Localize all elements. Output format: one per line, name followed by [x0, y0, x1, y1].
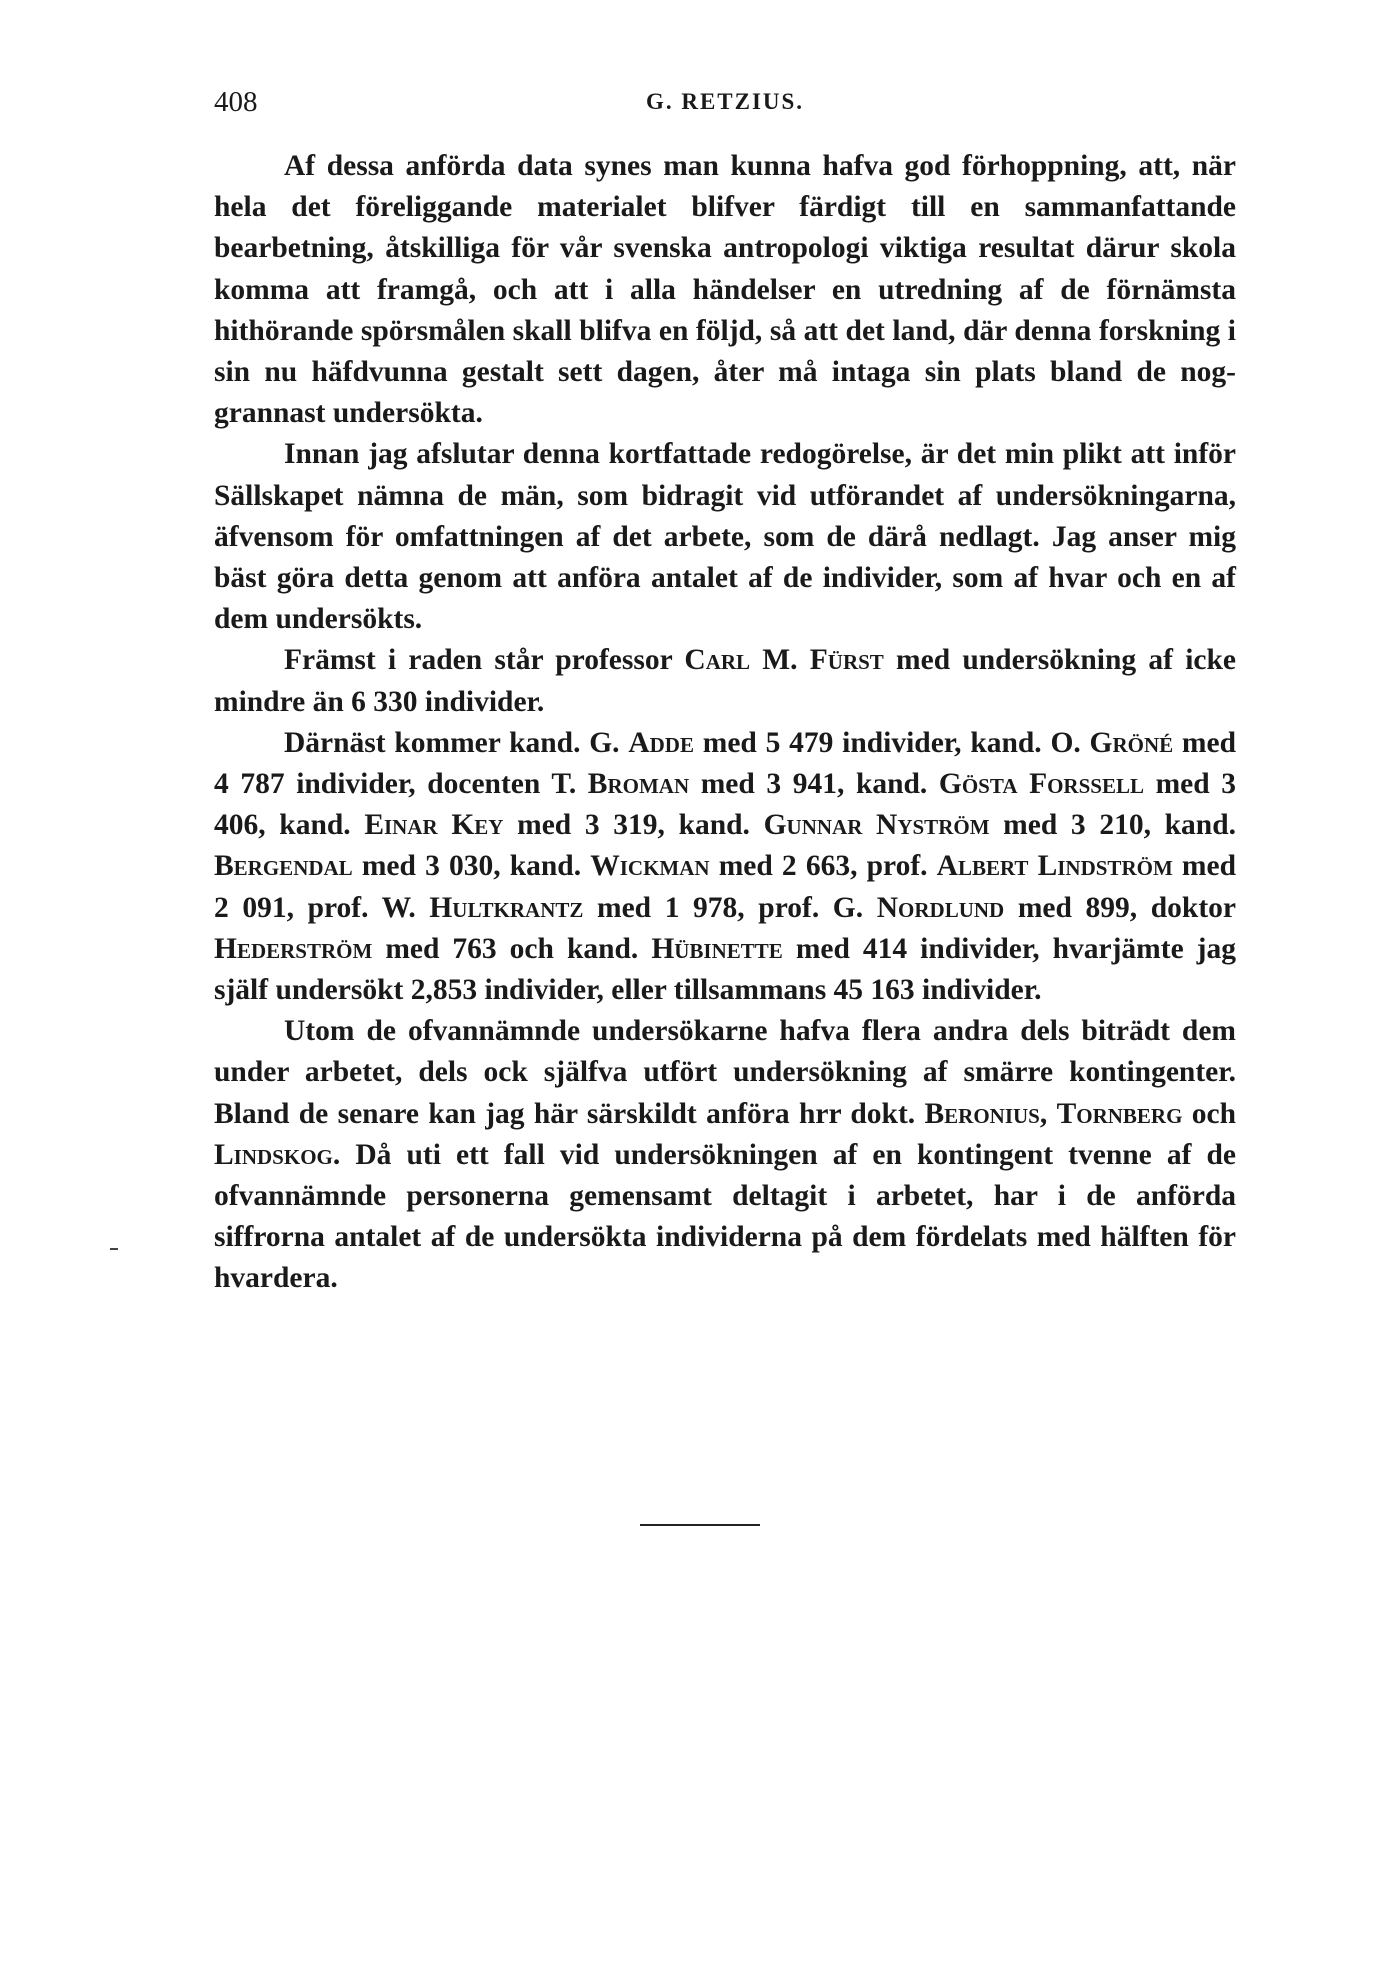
margin-mark	[110, 1248, 118, 1250]
text-run: med 1 978, prof. G.	[583, 891, 877, 924]
text-run: med undersökning af icke mindre än 6 330 individer.	[214, 644, 1237, 718]
text-run: med 4 787 individer, docenten T.	[214, 726, 1237, 801]
text-run: med 2 091, prof. W.	[214, 850, 1236, 924]
text-run: Utom de ofvannämnde undersökarne hafva flera andra dels biträdt dem under arbetet, dels ock själfva utfört undersökning af smärre kontingenter. Bland de senare kan jag här särskildt anföra hrr dokt.	[214, 1015, 1236, 1130]
running-head: G. RETZIUS.	[645, 89, 805, 114]
text-run: med 3 941, kand.	[689, 768, 939, 801]
paragraph-4	[214, 723, 1236, 1011]
person-name: Broman	[587, 768, 690, 801]
person-name: Hübinette	[651, 932, 783, 965]
text-run: med 3 319, kand.	[503, 809, 764, 842]
person-name: Albert Lindström	[936, 850, 1173, 883]
person-name: Nordlund	[876, 891, 1005, 924]
paragraph-3	[214, 640, 1236, 722]
text-run: med 3 030, kand.	[352, 850, 591, 883]
text-run: Därnäst kommer kand. G.	[284, 726, 629, 759]
text-run: M.	[750, 644, 810, 677]
person-name: Wickman	[590, 850, 710, 883]
person-name: Beronius	[924, 1097, 1040, 1130]
text-run: med 5 479 individer, kand. O.	[693, 726, 1090, 759]
text-run: med 3 406, kand.	[214, 768, 1236, 842]
person-name: Bergendal	[214, 850, 353, 883]
person-name: Fürst	[809, 644, 884, 677]
text-run: med 414 individer, hvarjämte jag själf undersökt 2,853 individer, eller tillsammans 45 163 individer.	[214, 932, 1236, 1007]
text-run: med 763 och kand.	[372, 932, 652, 965]
paragraph-5	[214, 1011, 1236, 1299]
text-run: ,	[1039, 1097, 1057, 1130]
person-name: Tornberg	[1056, 1097, 1183, 1130]
paragraph-2: Innan jag afslutar denna kortfattade redogörelse, är det min plikt att inför Sällskapet nämna de män, som bidragit vid utförandet af undersökningarna, äfvensom för omfattningen af det arbete, som de därå nedlagt. Jag anser mig bäst göra detta genom att anföra antalet af de individer, som af hvar och en af dem undersökts.	[214, 438, 1236, 636]
person-name: Einar Key	[364, 809, 504, 842]
person-name: Gröné	[1089, 726, 1174, 759]
text-run: och	[1182, 1097, 1237, 1130]
text-run: . Då uti ett fall vid undersökningen af en kontingent tvenne af de ofvannämnde personerna gemensamt deltagit i arbetet, har i de anförda siffrorna antalet af de undersökta individerna på dem fördelats med hälften för hvardera.	[214, 1138, 1236, 1295]
page-header	[214, 86, 1236, 126]
text-run: Främst i raden står professor	[284, 644, 685, 677]
person-name: Gösta Forssell	[938, 768, 1144, 801]
person-name: Hultkrantz	[429, 891, 584, 924]
section-end-rule	[640, 1524, 760, 1526]
page-number: 408	[214, 86, 258, 118]
text-run: med 3 210, kand.	[989, 809, 1236, 842]
text-run: med 899, doktor	[1004, 891, 1236, 924]
person-name: Adde	[628, 726, 694, 759]
person-name: Lindskog	[214, 1138, 333, 1171]
person-name: Hederström	[214, 932, 373, 965]
text-run: med 2 663, prof.	[709, 850, 937, 883]
person-name: Gunnar Nyström	[763, 809, 990, 842]
body-text	[214, 146, 1236, 1300]
paragraph-1: Af dessa anförda data synes man kunna hafva god förhoppning, att, när hela det föreliggande materialet blifver färdigt till en sammanfattande bearbetning, åtskilliga för vår svenska antropologi viktiga resultat därur skola komma att framgå, och att i alla händelser en utredning af de förnämsta hithörande spörsmålen skall blifva en följd, så att det land, där denna forskning i sin nu häfdvunna gestalt sett dagen, åter må intaga sin plats bland de noggrannast undersökta.	[214, 150, 1236, 430]
person-name: Carl	[684, 644, 751, 677]
